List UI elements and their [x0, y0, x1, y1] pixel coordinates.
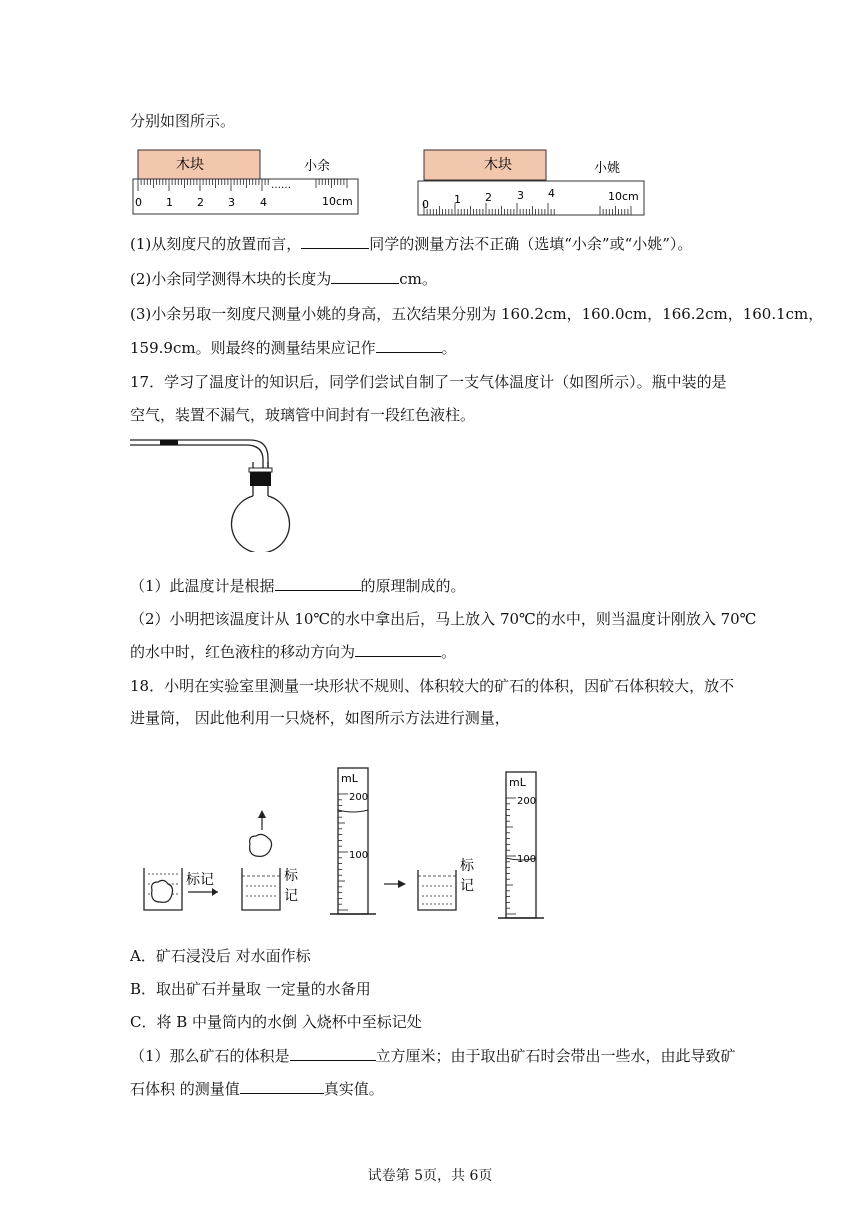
q17-part2-text-b: 。 — [441, 643, 457, 661]
q16-part3-line2 — [130, 337, 457, 359]
q17-part2-text-a: 的水中时，红色液柱的移动方向为 — [130, 643, 356, 661]
tick-3-right: 3 — [517, 189, 524, 202]
measuring-cylinder-after — [498, 772, 544, 918]
ellipsis-left: …… — [271, 180, 291, 191]
gas-thermometer-figure — [128, 432, 308, 556]
answer-blank[interactable] — [275, 575, 361, 591]
answer-blank[interactable] — [301, 233, 369, 249]
ruler-right — [418, 150, 644, 215]
tick-4-right: 4 — [548, 187, 555, 200]
q16-part2-text-b: cm。 — [399, 270, 437, 288]
q17-part2-line2 — [130, 641, 456, 663]
q17-stem-line1: 17．学习了温度计的知识后，同学们尝试自制了一支气体温度计（如图所示）。瓶中装的是 — [130, 373, 727, 391]
answer-blank[interactable] — [290, 1045, 376, 1061]
q17-part2-line1: （2）小明把该温度计从 10℃的水中拿出后，马上放入 70℃的水中，则当温度计刚放入 70℃ — [130, 610, 757, 628]
option-a: A．矿石浸没后 对水面作标 — [130, 947, 311, 965]
answer-blank[interactable] — [240, 1078, 324, 1094]
q18-part1-text-a: （1）那么矿石的体积是 — [130, 1047, 290, 1065]
q18-part1-text-d: 真实值。 — [323, 1080, 384, 1098]
measurement-figure — [138, 758, 558, 932]
option-b: B．取出矿石并量取 一定量的水备用 — [130, 980, 371, 998]
beaker-ore-removed — [242, 810, 299, 910]
tick-2-left: 2 — [197, 196, 204, 209]
mark-label-2a: 标 — [284, 868, 298, 884]
name-label-left: 小余 — [304, 159, 331, 174]
tick-0-right: 0 — [422, 198, 429, 211]
mark-label-2b: 记 — [284, 888, 298, 904]
q18-part1-line2 — [130, 1078, 384, 1100]
option-c: C．将 B 中量筒内的水倒 入烧杯中至标记处 — [130, 1013, 422, 1031]
mark-label-3a: 标 — [460, 858, 474, 874]
q16-part2 — [130, 268, 437, 290]
tick-100-label-2: 100 — [517, 854, 537, 865]
q17-part1-text-a: （1）此温度计是根据 — [130, 577, 275, 595]
intro-text: 分别如图所示。 — [130, 112, 236, 130]
q16-part3-line1: (3)小余另取一刻度尺测量小姚的身高，五次结果分别为 160.2cm，160.0cm，166.2cm，160.1cm， — [130, 305, 824, 323]
q17-part1 — [130, 575, 466, 597]
tick-200-label-2: 200 — [517, 796, 537, 807]
block-label-right: 木块 — [484, 157, 512, 173]
q17-stem-line2: 空气，装置不漏气，玻璃管中间封有一段红色液柱。 — [130, 406, 476, 424]
unit-label-1: mL — [341, 772, 358, 785]
ruler-left — [133, 150, 358, 214]
q18-part1-text-c: 石体积 的测量值 — [130, 1080, 240, 1098]
tick-1-right: 1 — [454, 193, 461, 206]
tick-1-left: 1 — [166, 196, 173, 209]
q16-part1 — [130, 233, 692, 255]
block-label-left: 木块 — [176, 157, 204, 173]
q16-part1-text-b: 同学的测量方法不正确（选填“小余”或“小姚”）。 — [369, 235, 693, 253]
answer-blank[interactable] — [355, 641, 441, 657]
tick-100-label-1: 100 — [349, 850, 369, 861]
q17-part1-text-b: 的原理制成的。 — [360, 577, 466, 595]
q18-part1-text-b: 立方厘米；由于取出矿石时会带出一些水，由此导致矿 — [375, 1047, 736, 1065]
q16-part2-text-a: (2)小余同学测得木块的长度为 — [130, 270, 332, 288]
tick-4-left: 4 — [260, 196, 267, 209]
answer-blank[interactable] — [376, 337, 442, 353]
unit-label-2: mL — [509, 776, 526, 789]
measuring-cylinder-full — [330, 768, 376, 914]
tick-200-label-1: 200 — [349, 792, 369, 803]
unit-right: 10cm — [608, 190, 639, 203]
q16-part1-text-a: (1)从刻度尺的放置而言， — [130, 235, 302, 253]
name-label-right: 小姚 — [594, 161, 621, 176]
ruler-figure — [128, 145, 748, 224]
q16-part3-text-a: 159.9cm。则最终的测量结果应记作 — [130, 339, 376, 357]
q16-part3-text-b: 。 — [441, 339, 457, 357]
answer-blank[interactable] — [331, 268, 399, 284]
beaker-refilled — [418, 857, 475, 910]
q18-stem-line1: 18．小明在实验室里测量一块形状不规则、体积较大的矿石的体积，因矿石体积较大，放不 — [130, 677, 735, 695]
tick-2-right: 2 — [485, 191, 492, 204]
page-footer: 试卷第 5页，共 6页 — [367, 1168, 493, 1184]
q18-part1-line1 — [130, 1045, 736, 1067]
mark-label-3b: 记 — [460, 878, 474, 894]
q18-stem-line2: 进量筒， 因此他利用一只烧杯，如图所示方法进行测量， — [130, 709, 510, 727]
beaker-with-ore — [144, 868, 218, 910]
tick-3-left: 3 — [228, 196, 235, 209]
unit-left: 10cm — [322, 195, 353, 208]
tick-0-left: 0 — [135, 196, 142, 209]
mark-label-1: 标记 — [186, 872, 214, 888]
